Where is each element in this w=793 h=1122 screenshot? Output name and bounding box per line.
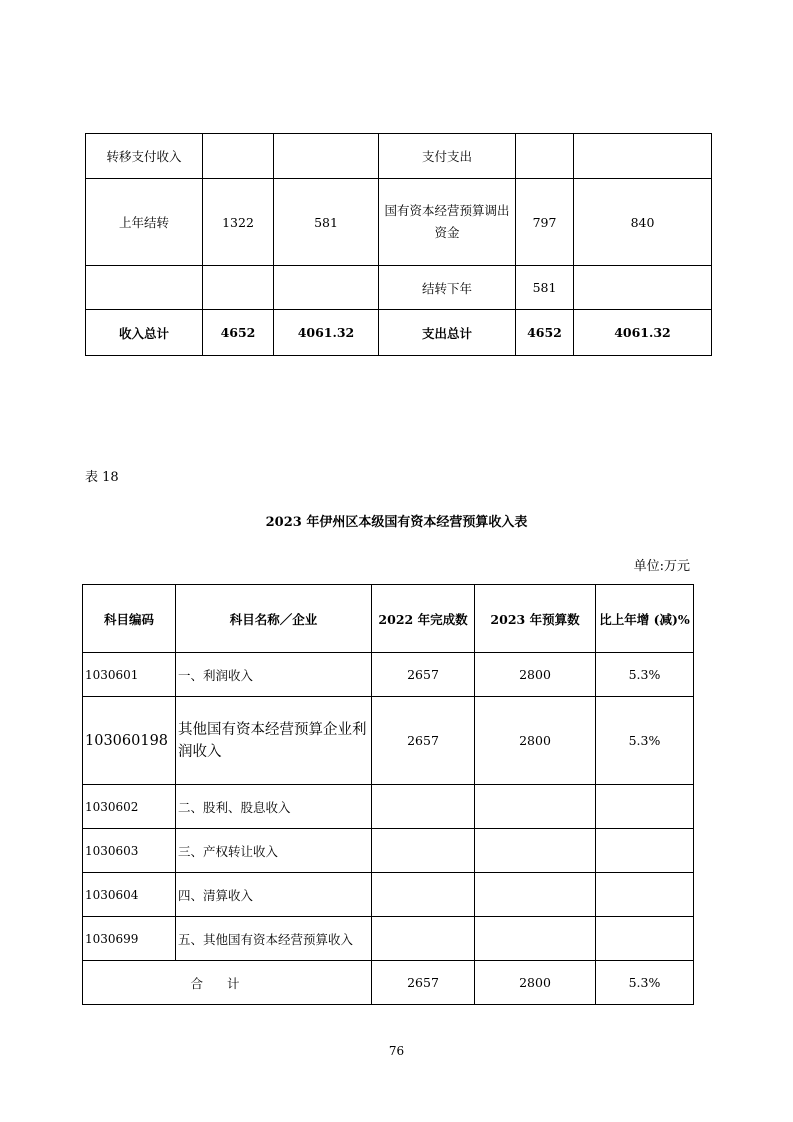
row-label: 国有资本经营预算调出资金 bbox=[379, 179, 516, 266]
table-row: 1030603 三、产权转让收入 bbox=[83, 829, 694, 873]
table-title: 2023 年伊州区本级国有资本经营预算收入表 bbox=[265, 515, 528, 530]
row-label: 上年结转 bbox=[86, 179, 203, 266]
table-row: 103060198 其他国有资本经营预算企业利润收入 2657 2800 5.3% bbox=[83, 697, 694, 785]
total-row: 合计 2657 2800 5.3% bbox=[83, 961, 694, 1005]
row-label: 结转下年 bbox=[379, 266, 516, 310]
expense-total-label: 支出总计 bbox=[379, 310, 516, 356]
header-row bbox=[83, 585, 694, 653]
page-number: 76 bbox=[388, 1044, 405, 1058]
table-row: 1030699 五、其他国有资本经营预算收入 bbox=[83, 917, 694, 961]
revenue-table bbox=[82, 584, 694, 1005]
header-name: 科目名称／企业 bbox=[176, 585, 372, 653]
total-label: 合计 bbox=[83, 961, 372, 1005]
table-label: 表 18 bbox=[85, 470, 119, 485]
table-row: 1030604 四、清算收入 bbox=[83, 873, 694, 917]
table-row: 上年结转 1322 581 国有资本经营预算调出资金 797 840 bbox=[86, 179, 712, 266]
income-total-label: 收入总计 bbox=[86, 310, 203, 356]
total-row: 收入总计 4652 4061.32 支出总计 4652 4061.32 bbox=[86, 310, 712, 356]
carryover-table bbox=[85, 133, 712, 356]
unit-label: 单位:万元 bbox=[633, 559, 690, 574]
header-code: 科目编码 bbox=[83, 585, 176, 653]
row-label: 支付支出 bbox=[379, 134, 516, 179]
row-label: 转移支付收入 bbox=[86, 134, 203, 179]
table-row: 1030602 二、股利、股息收入 bbox=[83, 785, 694, 829]
table-row bbox=[86, 134, 712, 179]
header-2023: 2023 年预算数 bbox=[475, 585, 596, 653]
table-row: 结转下年 581 bbox=[86, 266, 712, 310]
table-row: 1030601 一、利润收入 2657 2800 5.3% bbox=[83, 653, 694, 697]
header-change: 比上年增 (减)% bbox=[596, 585, 694, 653]
header-2022: 2022 年完成数 bbox=[372, 585, 475, 653]
